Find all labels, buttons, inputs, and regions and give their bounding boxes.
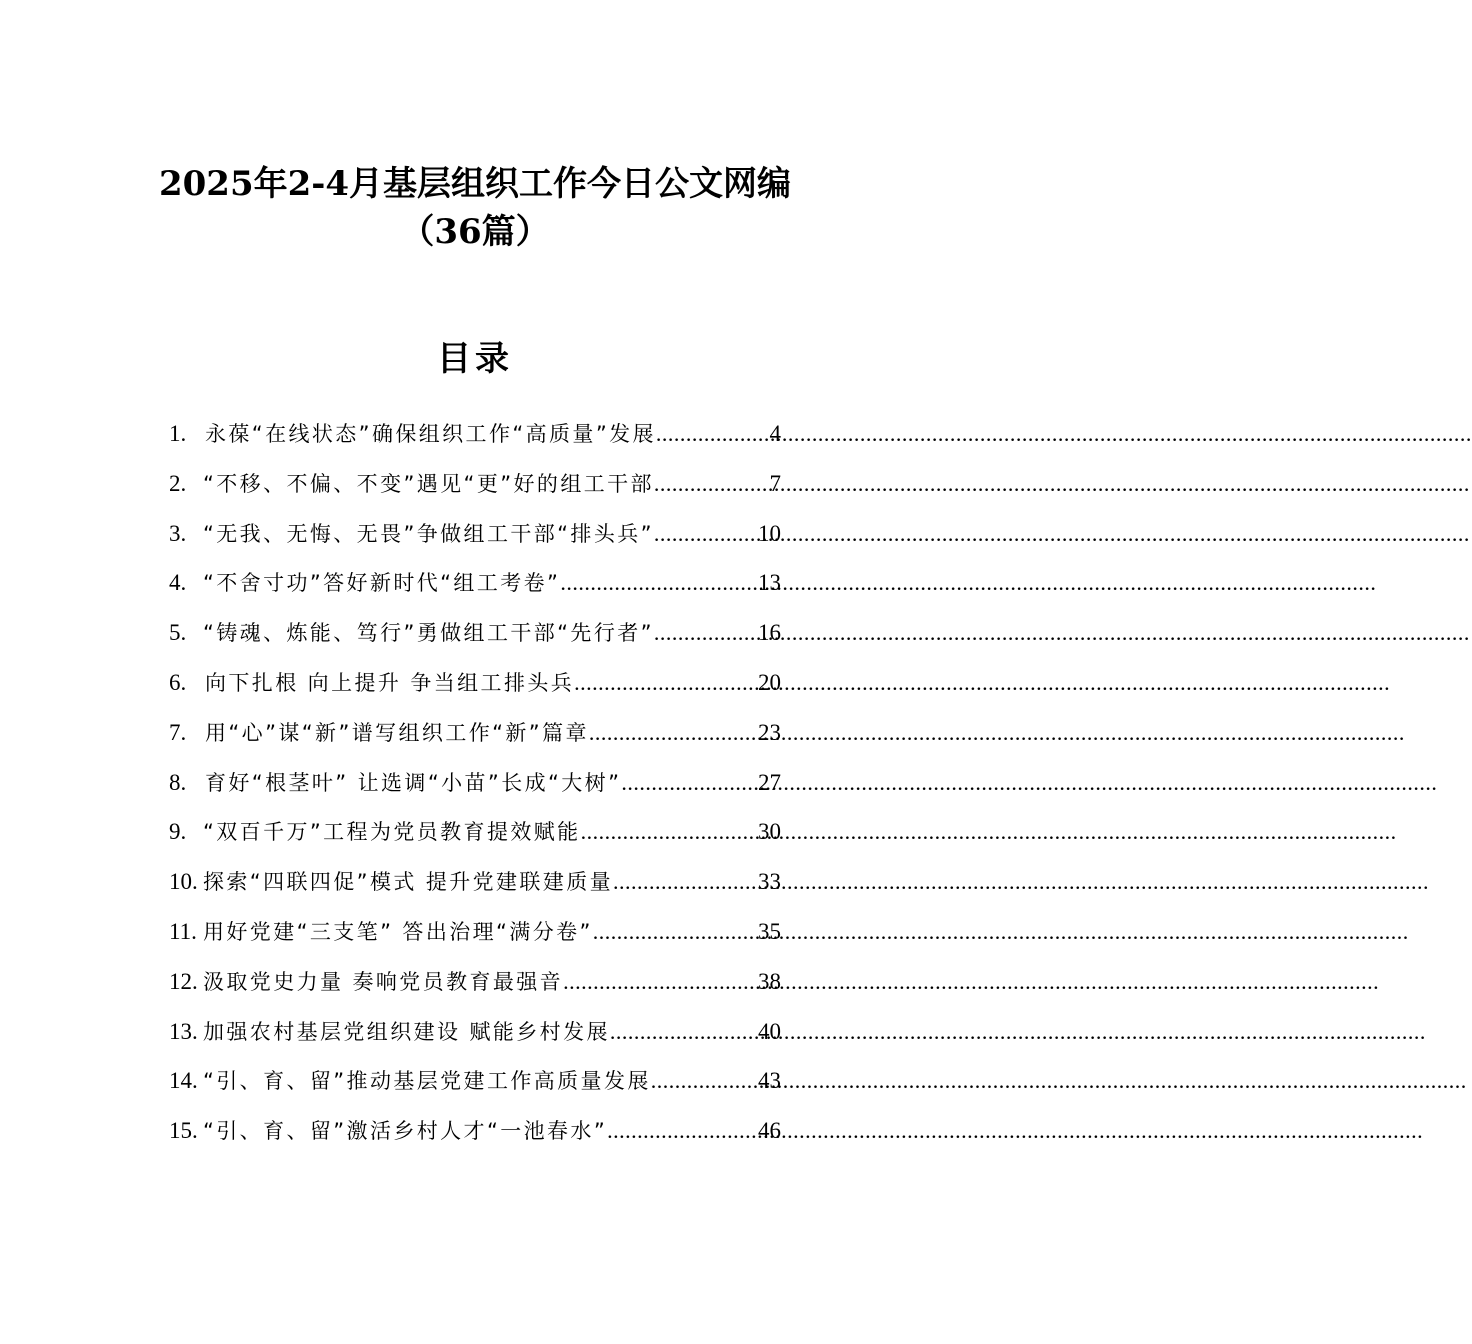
- toc-entry-page: 20: [758, 669, 781, 695]
- toc-leader-dots: [656, 414, 770, 454]
- toc-entry-title[interactable]: 探索“四联四促”模式 提升党建联建质量: [203, 870, 614, 895]
- toc-entry-page: 40: [758, 1018, 781, 1044]
- toc-entry-page: 30: [758, 819, 781, 845]
- toc-entry-number: 14.: [169, 1068, 198, 1094]
- toc-entry-number: 4.: [169, 570, 187, 596]
- toc-entry[interactable]: [169, 464, 781, 514]
- toc-entry-number: 6.: [169, 669, 187, 695]
- toc-entry-title[interactable]: “不移、不偏、不变”遇见“更”好的组工干部: [203, 471, 654, 496]
- toc-entry-number: 13.: [169, 1018, 198, 1044]
- toc-entry-page: 27: [758, 769, 781, 795]
- title-line-2: （36篇）: [400, 212, 550, 252]
- toc-entry-number: 7.: [169, 719, 187, 745]
- toc-entry-page: 4: [769, 421, 781, 446]
- toc-leader-dots: [574, 663, 758, 703]
- toc-entry[interactable]: [169, 912, 781, 962]
- toc-entry-title[interactable]: 育好“根茎叶” 让选调“小苗”长成“大树”: [205, 770, 622, 795]
- toc-leader-dots: [621, 763, 758, 803]
- toc-entry-title[interactable]: 加强农村基层党组织建设 赋能乡村发展: [203, 1019, 610, 1044]
- toc-entry-title[interactable]: 用“心”谋“新”谱写组织工作“新”篇章: [205, 720, 589, 745]
- toc-entry-page: 38: [758, 968, 781, 994]
- toc-entry-page: 46: [758, 1118, 781, 1144]
- toc-leader-dots: [563, 962, 758, 1002]
- toc-entry[interactable]: [169, 862, 781, 912]
- toc-leader-dots: [589, 713, 758, 753]
- toc-entry-page: 43: [758, 1068, 781, 1094]
- toc-entry-title[interactable]: “引、育、留”推动基层党建工作高质量发展: [203, 1069, 651, 1094]
- toc-entry-number: 1.: [169, 421, 187, 446]
- toc-entry-number: 12.: [169, 968, 198, 994]
- toc-leader-dots: [610, 1012, 758, 1052]
- toc-entry[interactable]: [169, 1061, 781, 1111]
- toc-entry-title[interactable]: 汲取党史力量 奏响党员教育最强音: [203, 969, 564, 994]
- toc-entry-page: 35: [758, 918, 781, 944]
- toc-leader-dots: [654, 613, 758, 653]
- toc-entry-number: 8.: [169, 769, 187, 795]
- toc-entry-page: 7: [769, 470, 781, 496]
- toc-leader-dots: [593, 912, 758, 952]
- toc-entry-title[interactable]: “无我、无悔、无畏”争做组工干部“排头兵”: [203, 521, 654, 546]
- toc-entry[interactable]: [169, 613, 781, 663]
- toc-entry-number: 15.: [169, 1118, 198, 1144]
- toc-leader-dots: [560, 563, 758, 603]
- toc-entry-title[interactable]: “铸魂、炼能、笃行”勇做组工干部“先行者”: [203, 621, 654, 646]
- toc-entry-number: 11.: [169, 918, 197, 944]
- toc-entry-title[interactable]: “引、育、留”激活乡村人才“一池春水”: [203, 1119, 608, 1144]
- toc-entry[interactable]: [169, 663, 781, 713]
- toc-entry[interactable]: [169, 563, 781, 613]
- toc-entry-page: 16: [758, 620, 781, 646]
- toc-entry[interactable]: [169, 414, 781, 464]
- toc-entry-title[interactable]: “不舍寸功”答好新时代“组工考卷”: [203, 571, 561, 596]
- toc-entry[interactable]: [169, 1111, 781, 1161]
- toc-entry-page: 10: [758, 520, 781, 546]
- toc-leader-dots: [654, 514, 758, 554]
- title-line-1: 2025年2-4月基层组织工作今日公文网编: [158, 164, 792, 204]
- toc-entry-page: 33: [758, 869, 781, 895]
- toc-entry[interactable]: [169, 962, 781, 1012]
- document-title: [0, 160, 950, 256]
- toc-entry[interactable]: [169, 763, 781, 813]
- toc-entry[interactable]: [169, 713, 781, 763]
- toc-entry[interactable]: [169, 812, 781, 862]
- toc-entry-number: 3.: [169, 520, 187, 546]
- toc-leader-dots: [581, 812, 758, 852]
- toc-entry[interactable]: [169, 1012, 781, 1062]
- toc-entry-number: 2.: [169, 470, 187, 496]
- toc-entry-title[interactable]: 用好党建“三支笔” 答出治理“满分卷”: [203, 919, 593, 944]
- toc-entry-title[interactable]: 向下扎根 向上提升 争当组工排头兵: [205, 670, 575, 695]
- toc-heading: 目录: [437, 339, 513, 379]
- toc-entry-number: 5.: [169, 620, 187, 646]
- toc-entry-page: 13: [758, 570, 781, 596]
- toc-entry-title[interactable]: “双百千万”工程为党员教育提效赋能: [203, 820, 581, 845]
- toc-leader-dots: [607, 1111, 758, 1151]
- toc-leader-dots: [651, 1061, 758, 1101]
- toc-entry-page: 23: [758, 719, 781, 745]
- toc-entry-number: 9.: [169, 819, 187, 845]
- toc-entry-title[interactable]: 永葆“在线状态”确保组织工作“高质量”发展: [205, 422, 656, 446]
- table-of-contents: [169, 414, 781, 1161]
- toc-entry-number: 10.: [169, 869, 198, 895]
- toc-entry[interactable]: [169, 514, 781, 564]
- toc-leader-dots: [613, 862, 758, 902]
- toc-leader-dots: [654, 464, 770, 504]
